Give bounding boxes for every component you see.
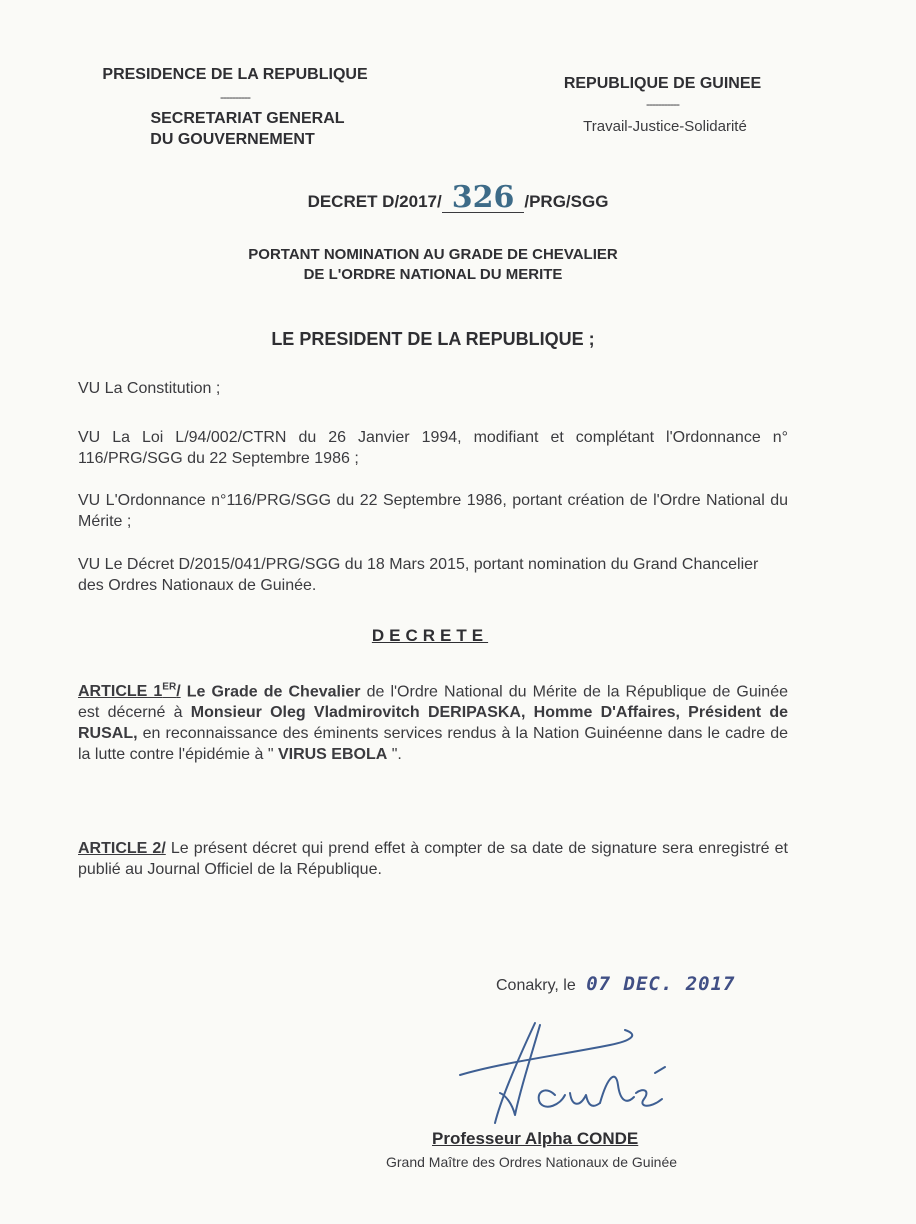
header-secretariat: SECRETARIAT GENERAL: [150, 110, 345, 127]
article-1-ebola: VIRUS EBOLA: [277, 746, 388, 764]
decree-prefix: DECRET D/2017/: [307, 192, 442, 211]
article-1-recipient: Monsieur Oleg Vladmirovitch DERIPASKA, Homme D'Affaires, Président de RUSAL,: [78, 704, 788, 743]
consideration-ordonnance: VU L'Ordonnance n°116/PRG/SGG du 22 Septembre 1986, portant création de l'Ordre National du Mérite ;: [78, 492, 788, 530]
header-right-separator: -----------: [646, 97, 679, 111]
decree-subject-line2: DE L'ORDRE NATIONAL DU MERITE: [303, 266, 563, 283]
consideration-loi: VU La Loi L/94/002/CTRN du 26 Janvier 1994, modifiant et complétant l'Ordonnance n° 116/PRG/SGG du 22 Septembre 1986 ;: [78, 429, 788, 467]
article-1: ARTICLE 1ER/ Le Grade de Chevalier de l'Ordre National du Mérite de la République de Guinée est décerné à Monsieur Oleg Vladmirovitch DERIPASKA, Homme D'Affaires, Président de RUSAL, en reconnaissance des éminents services rendus à la Nation Guinéenne dans le cadre de la lutte contre l'épidémie à " VIRUS EBOLA ".: [78, 682, 789, 764]
header-devise: Travail-Justice-Solidarité: [583, 118, 747, 135]
consideration-constitution: VU La Constitution ;: [78, 380, 221, 397]
president-heading: LE PRESIDENT DE LA REPUBLIQUE ;: [271, 329, 595, 349]
header-left-separator: ----------: [220, 90, 250, 104]
signature-image: [440, 1015, 720, 1130]
consideration-decret: VU Le Décret D/2015/041/PRG/SGG du 18 Mars 2015, portant nomination du Grand Chancelier des Ordres Nationaux de Guinée.: [78, 556, 759, 594]
header-republique: REPUBLIQUE DE GUINEE: [563, 75, 762, 92]
place-label: Conakry, le: [496, 977, 576, 994]
decree-subject-line1: PORTANT NOMINATION AU GRADE DE CHEVALIER: [248, 246, 618, 263]
place-date: [496, 974, 735, 996]
article-2-text: Le présent décret qui prend effet à compter de sa date de signature sera enregistré et publié au Journal Officiel de la République.: [78, 840, 788, 878]
signatory-name: Professeur Alpha CONDE: [432, 1129, 639, 1148]
header-presidence: PRESIDENCE DE LA REPUBLIQUE: [102, 66, 368, 83]
article-1-grade: Le Grade de Chevalier: [180, 683, 361, 701]
decree-number-line: [0, 180, 916, 215]
article-2: [78, 838, 788, 880]
header-gouvernement: DU GOUVERNEMENT: [150, 131, 315, 148]
signatory-title: Grand Maître des Ordres Nationaux de Guinée: [386, 1154, 678, 1170]
date-stamp: 07 DEC. 2017: [586, 973, 736, 995]
article-1-text: de l'Ordre National du Mérite de la République de Guinée est décerné à: [78, 683, 789, 722]
decree-suffix: /PRG/SGG: [524, 192, 609, 211]
article-1-reason: en reconnaissance des éminents services rendus à la Nation Guinéenne dans le cadre de la lutte contre l'épidémie à ": [78, 725, 788, 764]
decree-number-handwritten: 326: [442, 184, 525, 213]
article-1-label: ARTICLE 1ER/: [78, 682, 181, 701]
decrete-heading: DECRETE: [371, 626, 489, 645]
article-2-label: ARTICLE 2/: [78, 840, 166, 857]
